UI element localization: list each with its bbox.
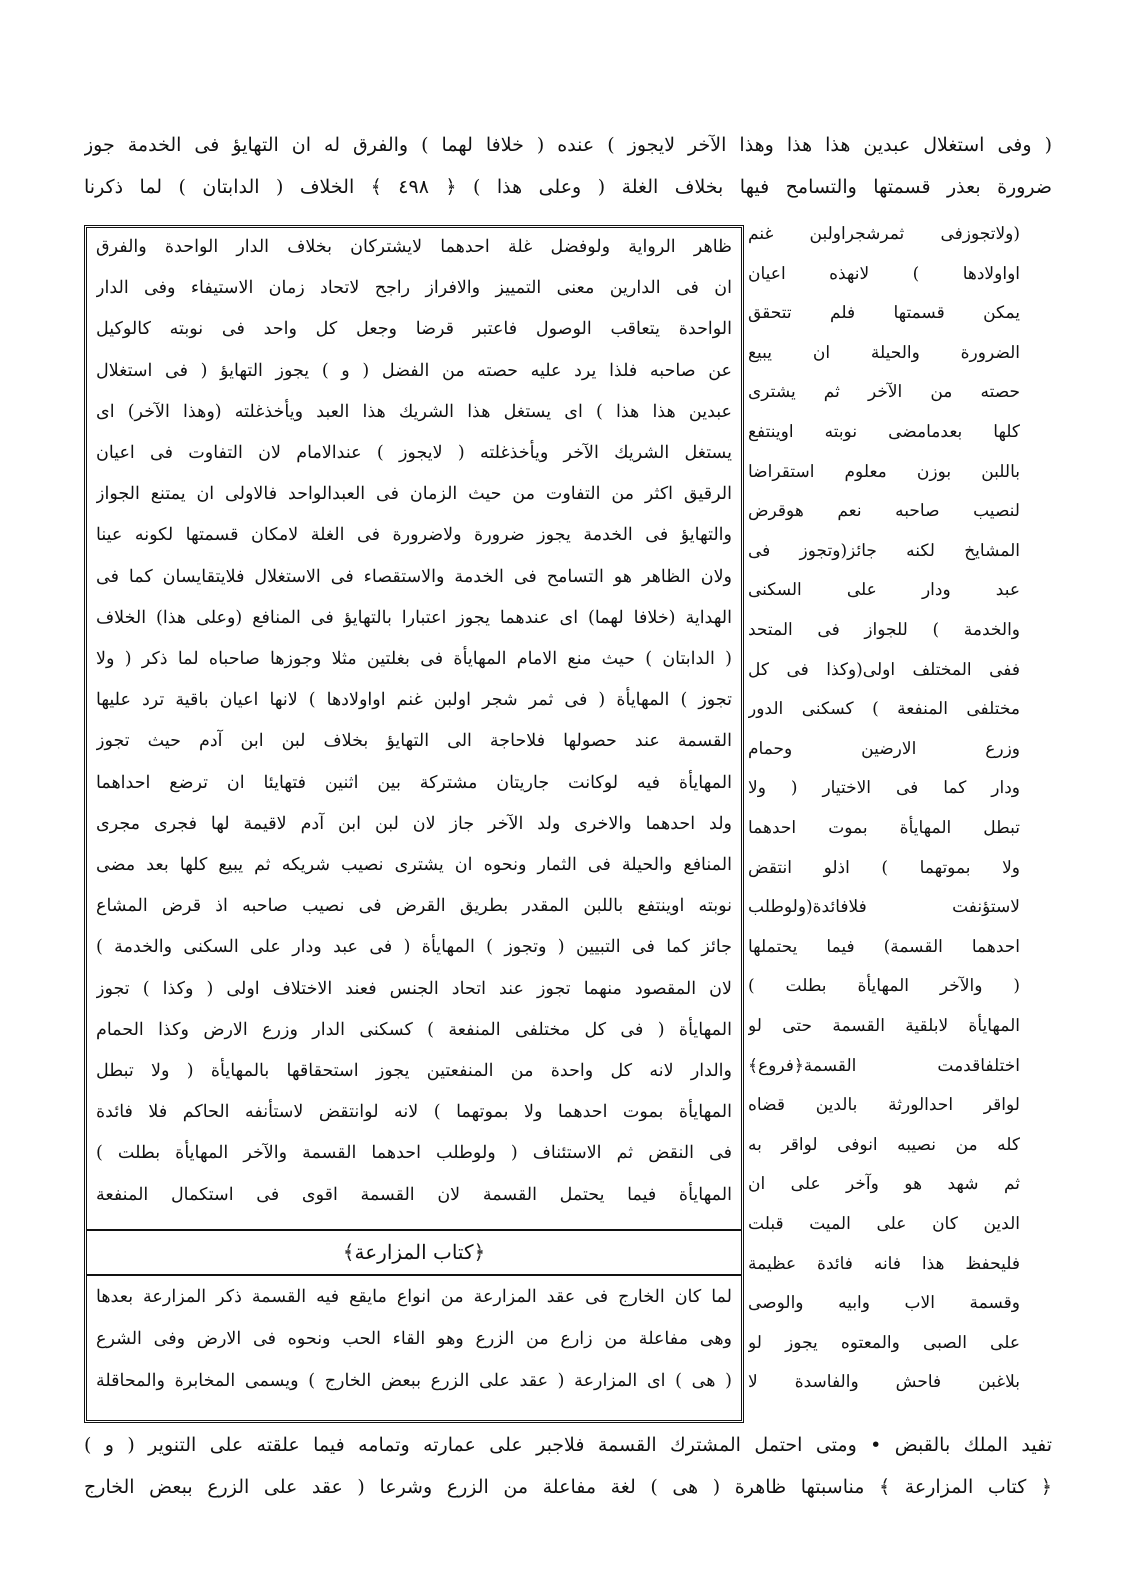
- commentary-line: ولان الظاهر هو التسامح فى الخدمة والاستقصاء فى الاستغلال فلايتقايسان كما فى: [96, 566, 732, 587]
- commentary-line: المهايأة فيما يحتمل القسمة لان القسمة اقوى فى استكمال المنفعة: [96, 1184, 732, 1205]
- side-text-line: كله من نصيبه انوفى لواقر به: [748, 1134, 1020, 1155]
- side-text-line: وزرع الارضين وحمام: [748, 738, 1020, 759]
- commentary-line: يستغل الشريك الآخر ويأخذغلته ( لايجوز ) عندالامام لان التفاوت فى اعيان: [96, 443, 732, 463]
- commentary-line: المهايأة بموت احدهما ولا بموتهما ) لانه لوانتقض لاستأنفه الحاكم فلا فائدة: [96, 1102, 732, 1123]
- chapter-intro-line: لما كان الخارج فى عقد المزارعة من انواع مايقع فيه القسمة ذكر المزارعة بعدها: [96, 1287, 732, 1307]
- commentary-line: والدار لانه كل واحدة من المنفعتين يجوز استحقاقها بالمهايأة ( ولا تبطل: [96, 1061, 732, 1081]
- commentary-line: عن صاحبه فلذا يرد عليه حصته من الفضل ( و ) يجوز التهايؤ ( فى استغلال: [96, 360, 732, 381]
- bottom-text-line: ﴿ كتاب المزارعة ﴾ مناسبتها ظاهرة ( هى ) لغة مفاعلة من الزرع وشرعا ( عقد على الزرع ببعض الخارج: [84, 1476, 1052, 1498]
- commentary-line: الرقيق اكثر من التفاوت من حيث الزمان فى العبدالواحد فالاولى ان يمتنع الجواز: [96, 484, 732, 505]
- commentary-line: نوبته اوينتفع باللبن المقدر بطريق القرض فى نصيب صاحبه اذ قرض المشاع: [96, 896, 732, 917]
- commentary-line: والتهايؤ فى الخدمة يجوز ضرورة ولاضرورة فى الغلة لامكان قسمتها لكونه عينا: [96, 525, 732, 546]
- side-text-line: ( والآخر المهايأة بطلت ): [748, 976, 1020, 997]
- side-text-line: (ولاتجوزفى ثمرشجراولبن غنم: [748, 224, 1020, 244]
- side-text-line: باللبن بوزن معلوم استقراضا: [748, 461, 1020, 482]
- side-text-line: ففى المختلف اولى(وكذا فى كل: [748, 659, 1020, 680]
- side-text-line: المشايخ لكنه جائز(وتجوز فى: [748, 540, 1020, 561]
- side-text-line: لاستؤنفت فلافائدة(ولوطلب: [748, 897, 1020, 918]
- side-text-line: لنصيب صاحبه نعم هوقرض: [748, 501, 1020, 522]
- chapter-intro-line: وهى مفاعلة من زارع من الزرع وهو القاء الحب ونحوه فى الارض وفى الشرع: [96, 1329, 732, 1349]
- side-text-line: وقسمة الاب وابيه والوصى: [748, 1293, 1020, 1314]
- side-text-line: تبطل المهايأة بموت احدهما: [748, 818, 1020, 838]
- side-text-line: فليحفظ هذا فانه فائدة عظيمة: [748, 1253, 1020, 1274]
- side-text-line: الضرورة والحيلة ان يبيع: [748, 342, 1020, 363]
- side-text-line: الدين كان على الميت قبلت: [748, 1214, 1020, 1234]
- commentary-line: القسمة عند حصولها فلاحاجة الى التهايؤ بخلاف لبن ابن آدم حيث تجوز: [96, 731, 732, 752]
- commentary-line: لان المقصود منهما تجوز عند اتحاد الجنس فعند الاختلاف اولى ( وكذا ) تجوز: [96, 978, 732, 999]
- side-text-line: ولا بموتهما ) اذلو انتقض: [748, 857, 1020, 878]
- commentary-line: الهداية (خلافا لهما) اى عندهما يجوز اعتبارا بالتهايؤ فى المنافع (وعلى هذا) الخلاف: [96, 607, 732, 628]
- side-text-line: ودار كما فى الاختيار ( ولا: [748, 778, 1020, 799]
- side-text-line: عبد ودار على السكنى: [748, 580, 1020, 601]
- commentary-line: المنافع والحيلة فى الثمار ونحوه ان يشترى نصيب شريكه ثم يبيع كلها بعد مضى: [96, 855, 732, 875]
- commentary-line: المهايأة فيه لوكانت جاريتان مشتركة بين اثنين فتهايئا ان ترضع احداهما: [96, 772, 732, 793]
- commentary-line: ولد احدهما والاخرى ولد الآخر جاز لان لبن ابن آدم لاقيمة لها فجرى مجرى: [96, 813, 732, 834]
- side-text-line: ثم شهد هو وآخر على ان: [748, 1174, 1020, 1195]
- commentary-line: جائز كما فى التبيين ( وتجوز ) المهايأة ( فى عبد ودار على السكنى والخدمة ): [96, 937, 732, 958]
- commentary-line: المهايأة ( فى كل مختلفى المنفعة ) كسكنى الدار وزرع الارض وكذا الحمام: [96, 1019, 732, 1040]
- side-text-line: بلاغبن فاحش والفاسدة لا: [748, 1372, 1020, 1393]
- commentary-line: الواحدة يتعاقب الوصول فاعتبر قرضا وجعل كل واحد فى نوبته كالوكيل: [96, 319, 732, 340]
- side-text-line: يمكن قسمتها فلم تتحقق: [748, 303, 1020, 324]
- commentary-line: ان فى الدارين معنى التمييز والافراز راجح لاتحاد زمان الاستيفاء وفى الدار: [96, 278, 732, 299]
- commentary-line: ( الدابتان ) حيث منع الامام المهايأة فى بغلتين مثلا وجوزها صاحباه لما ذكر ( ولا: [96, 649, 732, 669]
- side-text-line: على الصبى والمعتوه يجوز لو: [748, 1332, 1020, 1353]
- top-text-line: ضرورة بعذر قسمتها والتسامح فيها بخلاف الغلة ( وعلى هذا ) ﴿ ٤٩٨ ﴾ الخلاف ( الدابتان ) لما ذكرنا: [84, 176, 1052, 198]
- side-text-line: والخدمة ) للجواز فى المتحد: [748, 620, 1020, 640]
- chapter-intro-line: ( هى ) اى المزارعة ( عقد على الزرع ببعض الخارج ) ويسمى المخابرة والمحاقلة: [96, 1371, 732, 1391]
- commentary-line: عبدين هذا هذا ) اى يستغل هذا الشريك هذا العبد ويأخذغلته (وهذا الآخر) اى: [96, 401, 732, 422]
- top-text-line: ( وفى استغلال عبدين هذا هذا وهذا الآخر لايجوز ) عنده ( خلافا لهما ) والفرق له ان التهايؤ فى الخدمة جوز: [84, 134, 1052, 156]
- side-text-line: اختلفاقدمت القسمة﴿فروع﴾: [748, 1055, 1020, 1076]
- bottom-text-line: تفيد الملك بالقبض • ومتى احتمل المشترك القسمة فلاجبر على عمارته وتمامه فيما علقته على التنوير ( و ): [84, 1434, 1052, 1456]
- commentary-line: فى النقض ثم الاستئناف ( ولوطلب احدهما القسمة والآخر المهايأة بطلت ): [96, 1143, 732, 1164]
- side-text-line: حصته من الآخر ثم يشترى: [748, 382, 1020, 403]
- side-text-line: احدهما القسمة) فيما يحتملها: [748, 936, 1020, 957]
- side-text-line: كلها بعدمامضى نوبته اوينتفع: [748, 422, 1020, 442]
- side-text-line: لواقر احدالورثة بالدين قضاه: [748, 1095, 1020, 1116]
- side-text-line: مختلفى المنفعة ) كسكنى الدور: [748, 699, 1020, 720]
- side-text-line: اواولادها ) لانهذه اعيان: [748, 263, 1020, 284]
- commentary-line: تجوز ) المهايأة ( فى ثمر شجر اولبن غنم اواولادها ) لانها اعيان باقية ترد عليها: [96, 690, 732, 711]
- chapter-heading: ﴿كتاب المزارعة﴾: [342, 1240, 486, 1264]
- divider-rule: [87, 1274, 741, 1276]
- divider-rule: [87, 1229, 741, 1231]
- side-text-line: المهايأة لابلقية القسمة حتى لو: [748, 1016, 1020, 1036]
- commentary-line: ظاهر الرواية ولوفضل غلة احدهما لايشتركان بخلاف الدار الواحدة والفرق: [96, 237, 732, 257]
